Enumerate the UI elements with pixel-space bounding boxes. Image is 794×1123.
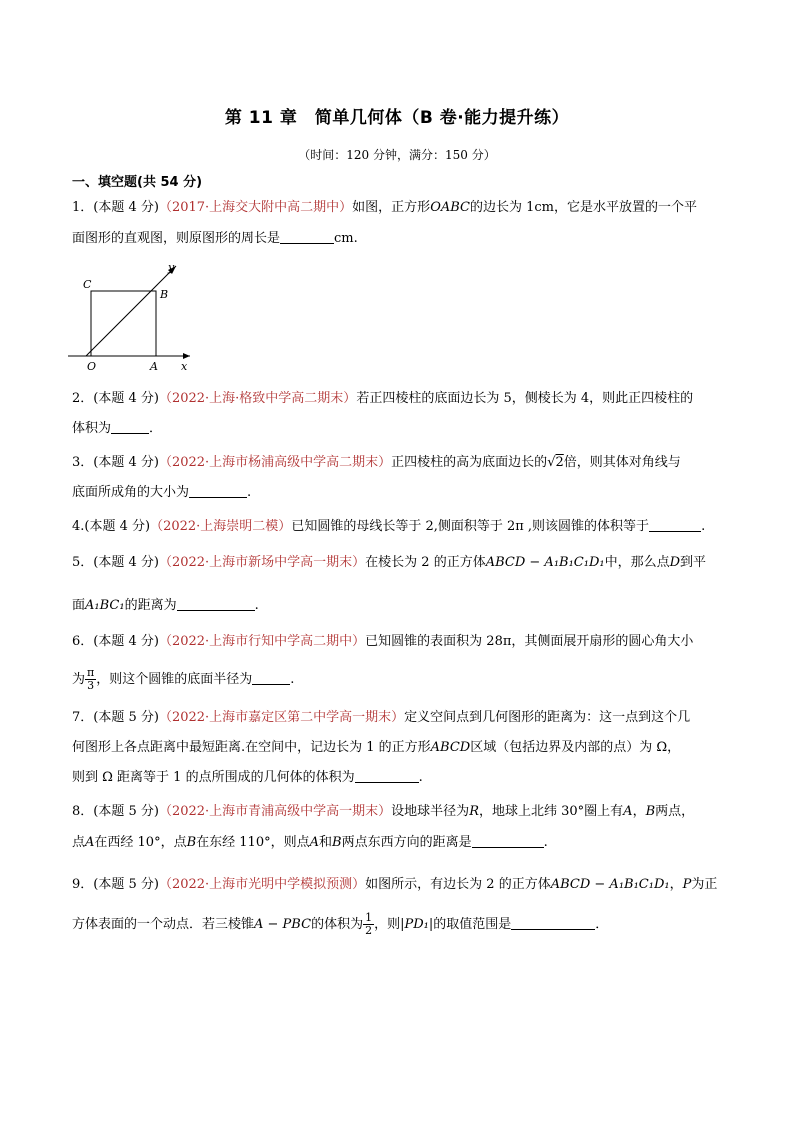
answer-blank[interactable] [177,595,255,611]
question-7-line-1: 7．(本题 5 分)（2022·上海市嘉定区第二中学高一期末）定义空间点到几何图形的距离为：这一点到这个几 [72,710,691,725]
label-b: B [160,288,169,301]
question-source: （2022·上海市行知中学高二期中） [158,634,366,649]
oabc-figure [64,258,204,378]
answer-blank[interactable] [511,914,595,930]
question-source: （2022·上海市杨浦高级中学高二期末） [158,455,392,470]
question-7-line-3: 则到 Ω 距离等于 1 的点所围成的几何体的体积为 . [72,762,732,793]
page-title: 第 11 章 简单几何体（B 卷·能力提升练） [224,108,570,128]
question-6-line-1: 6．(本题 4 分)（2022·上海市行知中学高二期中）已知圆锥的表面积为 28π，其侧面展开扇形的圆心角大小 [72,634,694,649]
question-source: （2022·上海市青浦高级中学高一期末） [158,804,392,819]
section-heading: 一、填空题(共 54 分) [72,175,203,190]
answer-blank[interactable] [189,482,247,498]
question-source: （2022·上海市新场中学高一期末） [158,555,366,570]
question-3-line-2: 底面所成角的大小为 . [72,477,732,508]
answer-blank[interactable] [355,767,419,783]
question-8-line-1: 8．(本题 5 分)（2022·上海市青浦高级中学高一期末）设地球半径为R，地球上北纬 30°圈上有A，B两点， [72,804,695,819]
fraction: $\frac{1}{2}$ [365,911,373,937]
question-9-line-2: 方体表面的一个动点．若三棱锥A − PBC的体积为 $\frac{1}{2}$ ，则|PD₁|的取值范围是 ． [72,911,609,937]
label-y: y [168,261,175,274]
question-1-line-1: 1．(本题 4 分)（2017·上海交大附中高二期中）如图，正方形OABC的边长为 1cm，它是水平放置的一个平 [72,200,697,215]
question-source: （2022·上海崇明二模） [150,519,292,534]
question-8-line-2: 点A在西经 10°，点B在东经 110°，则点A和B两点东西方向的距离是 . [72,827,732,858]
question-5-line-2: 面A₁BC₁的距离为 . [72,590,732,621]
answer-blank[interactable] [649,516,701,532]
answer-blank[interactable] [111,418,149,434]
fraction: $\frac{\pi}{3}$ [87,666,95,692]
question-6-line-2: 为 $\frac{\pi}{3}$ ，则这个圆锥的底面半径为 . [72,666,295,692]
question-source: （2022·上海市嘉定区第二中学高一期末） [158,710,405,725]
question-4: 4.(本题 4 分)（2022·上海崇明二模）已知圆锥的母线长等于 2,侧面积等于 2π ,则该圆锥的体积等于 . [72,511,732,542]
question-source: （2017·上海交大附中高二期中） [158,200,353,215]
question-3-line-1: 3．(本题 4 分)（2022·上海市杨浦高级中学高二期末）正四棱柱的高为底面边长的√2倍，则其体对角线与 [72,455,681,470]
question-5-line-1: 5．(本题 4 分)（2022·上海市新场中学高一期末）在棱长为 2 的正方体ABCD − A₁B₁C₁D₁中，那么点D到平 [72,555,707,570]
label-a: A [150,360,158,373]
question-2-line-2: 体积为 ． [72,413,732,444]
question-7-line-2: 何图形上各点距离中最短距离.在空间中，记边长为 1 的正方形ABCD区域（包括边界及内部的点）为 Ω， [72,740,681,755]
question-2-line-1: 2．(本题 4 分)（2022·上海·格致中学高二期末）若正四棱柱的底面边长为 5，侧棱长为 4，则此正四棱柱的 [72,391,694,406]
answer-blank[interactable] [280,228,334,244]
question-9-line-1: 9．(本题 5 分)（2022·上海市光明中学模拟预测）如图所示，有边长为 2 的正方体ABCD − A₁B₁C₁D₁，P为正 [72,877,718,892]
question-1-line-2: 面图形的直观图，则原图形的周长是 cm. [72,223,732,254]
question-source: （2022·上海·格致中学高二期末） [158,391,357,406]
label-x: x [181,360,188,373]
label-c: C [83,278,92,291]
answer-blank[interactable] [252,669,290,685]
answer-blank[interactable] [472,832,544,848]
question-source: （2022·上海市光明中学模拟预测） [158,877,366,892]
exam-info: （时间：120 分钟，满分：150 分） [298,148,496,162]
label-o: O [87,360,97,373]
sqrt-symbol: √ [547,455,556,470]
